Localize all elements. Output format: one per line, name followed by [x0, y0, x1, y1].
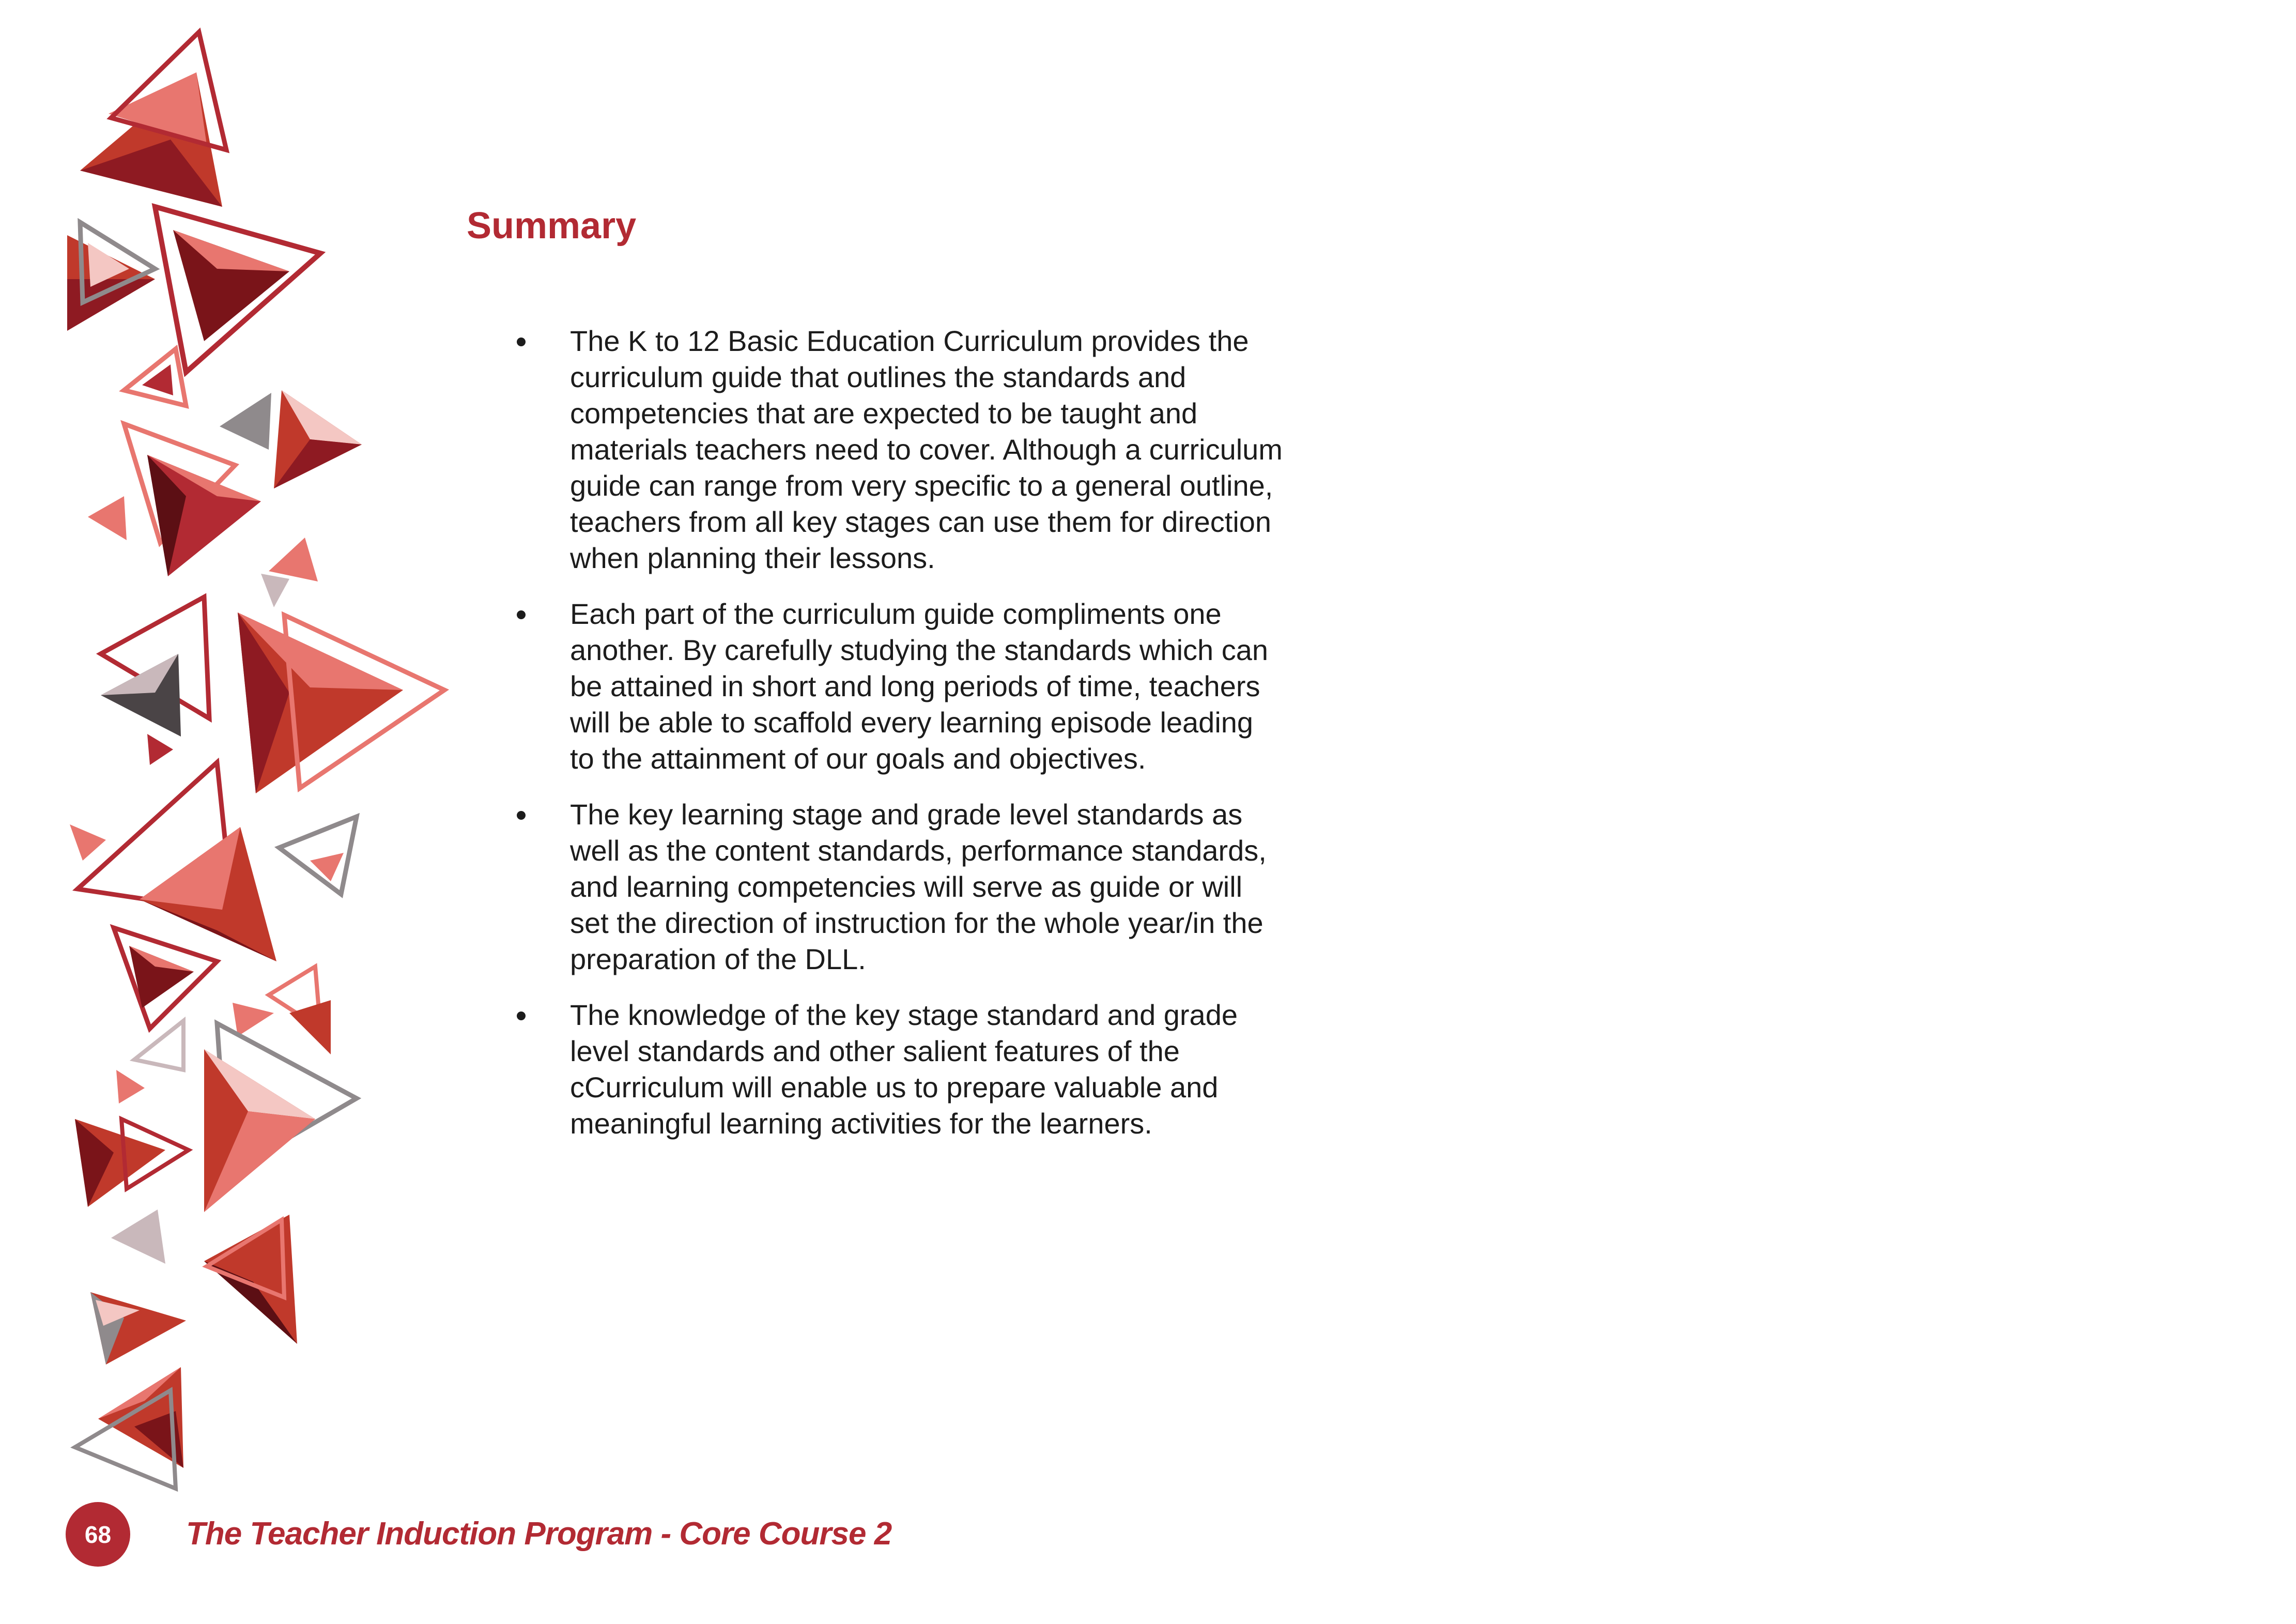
summary-bullet-list [570, 323, 1283, 1161]
bullet-icon [517, 610, 526, 619]
bullet-text: Each part of the curriculum guide compliments one another. By carefully studying the standards which can be attained in short and long periods of time, teachers will be able to scaffold every learning episode leading to the attainment of our goals and objectives. [570, 597, 1268, 775]
footer-title: The Teacher Induction Program - Core Course 2 [186, 1516, 892, 1552]
bullet-icon [517, 338, 526, 346]
bullet-icon [517, 811, 526, 820]
bullet-text: The knowledge of the key stage standard and grade level standards and other salient features of the cCurriculum will enable us to prepare valuable and meaningful learning activities for the learners. [570, 999, 1238, 1140]
bullet-icon [517, 1012, 526, 1020]
bullet-text: The key learning stage and grade level standards as well as the content standards, performance standards, and learning competencies will serve as guide or will set the direction of instruction for the whole year/in the preparation of the DLL. [570, 798, 1267, 975]
page-number-badge: 68 [66, 1502, 130, 1567]
list-item [570, 997, 1283, 1142]
section-title: Summary [467, 205, 637, 247]
list-item [570, 596, 1283, 777]
red-triangle-pattern-icon [0, 0, 465, 1551]
bullet-text: The K to 12 Basic Education Curriculum provides the curriculum guide that outlines the standards and competencies that are expected to be taught and materials teachers need to cover. Although a curriculum guide can range from very specific to a general outline, teachers from all key stages can use them for direction when planning their lessons. [570, 325, 1283, 574]
list-item [570, 323, 1283, 576]
list-item [570, 796, 1283, 977]
